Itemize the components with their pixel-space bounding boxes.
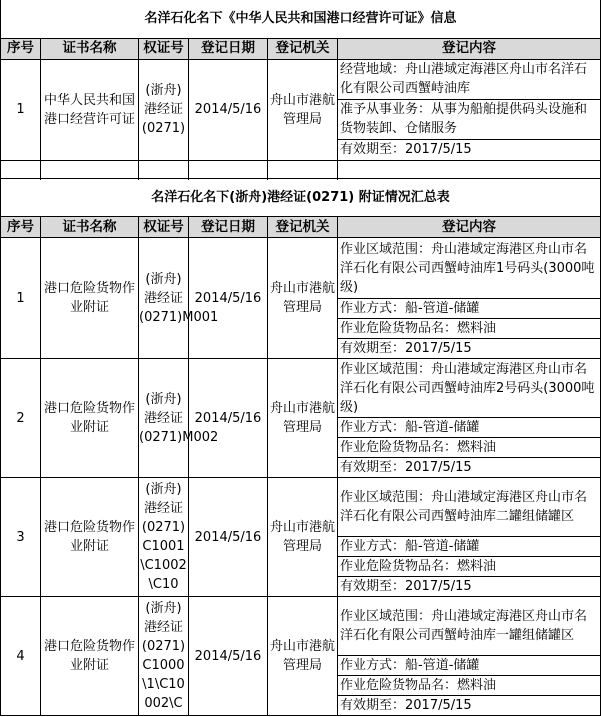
reg-date: 2014/5/16 xyxy=(189,59,268,160)
content-line: 作业区域范围：舟山港域定海港区舟山市名洋石化有限公司西蟹峙油库一罐组储罐区 xyxy=(338,597,601,656)
content-line: 有效期至：2017/5/15 xyxy=(338,139,601,160)
reg-authority: 舟山市港航管理局 xyxy=(268,59,338,160)
content-line: 作业区域范围：舟山港域定海港区舟山市名洋石化有限公司西蟹峙油库二罐组储罐区 xyxy=(338,478,601,537)
table-row xyxy=(1,597,601,656)
table-row xyxy=(1,238,601,299)
row-index: 1 xyxy=(1,59,41,160)
header-authority: 登记机关 xyxy=(268,38,338,59)
cert-name: 中华人民共和国港口经营许可证 xyxy=(41,59,139,160)
table-row xyxy=(1,359,601,418)
header-cert-name: 证书名称 xyxy=(41,217,139,238)
content-line: 作业方式：船-管道-储罐 xyxy=(338,418,601,438)
content-line: 作业危险货物品名：燃料油 xyxy=(338,676,601,696)
table-row xyxy=(1,59,601,99)
cert-no: (浙舟)港经证(0271)M001 xyxy=(139,238,189,359)
header-authority: 登记机关 xyxy=(268,217,338,238)
row-index: 2 xyxy=(1,359,41,478)
table2-header-row xyxy=(1,217,601,238)
content-line: 作业危险货物品名：燃料油 xyxy=(338,319,601,339)
cert-name: 港口危险货物作业附证 xyxy=(41,478,139,597)
table1-header-row xyxy=(1,38,601,59)
reg-authority: 舟山市港航管理局 xyxy=(268,478,338,597)
reg-authority: 舟山市港航管理局 xyxy=(268,597,338,716)
content-line: 有效期至：2017/5/15 xyxy=(338,696,601,716)
table-row xyxy=(1,478,601,537)
header-contents: 登记内容 xyxy=(338,217,601,238)
reg-date: 2014/5/16 xyxy=(189,478,268,597)
row-index: 1 xyxy=(1,238,41,359)
license-info-table xyxy=(0,0,601,180)
table1-title: 名洋石化名下《中华人民共和国港口经营许可证》信息 xyxy=(1,0,601,38)
content-line: 有效期至：2017/5/15 xyxy=(338,458,601,478)
header-cert-name: 证书名称 xyxy=(41,38,139,59)
header-date: 登记日期 xyxy=(189,38,268,59)
content-line: 作业区域范围：舟山港域定海港区舟山市名洋石化有限公司西蟹峙油库1号码头(3000吨级) xyxy=(338,238,601,299)
cert-no: (浙舟)港经证(0271) xyxy=(139,59,189,160)
content-line: 作业危险货物品名：燃料油 xyxy=(338,438,601,458)
header-index: 序号 xyxy=(1,217,41,238)
content-line: 作业方式：船-管道-储罐 xyxy=(338,656,601,676)
cert-no: (浙舟)港经证(0271)M002 xyxy=(139,359,189,478)
header-index: 序号 xyxy=(1,38,41,59)
attachment-summary-table xyxy=(0,178,601,716)
content-line: 准予从事业务：从事为船舶提供码头设施和货物装卸、仓储服务 xyxy=(338,99,601,139)
row-index: 3 xyxy=(1,478,41,597)
header-date: 登记日期 xyxy=(189,217,268,238)
cert-name: 港口危险货物作业附证 xyxy=(41,238,139,359)
reg-authority: 舟山市港航管理局 xyxy=(268,238,338,359)
content-line: 经营地域：舟山港域定海港区舟山市名洋石化有限公司西蟹峙油库 xyxy=(338,59,601,99)
header-cert-no: 权证号 xyxy=(139,217,189,238)
cert-no: (浙舟)港经证(0271)C1001\C1002\C10 xyxy=(139,478,189,597)
reg-date: 2014/5/16 xyxy=(189,359,268,478)
cert-no: (浙舟)港经证(0271)C1000\1\C10002\C xyxy=(139,597,189,716)
reg-authority: 舟山市港航管理局 xyxy=(268,359,338,478)
header-cert-no: 权证号 xyxy=(139,38,189,59)
content-line: 有效期至：2017/5/15 xyxy=(338,339,601,359)
cert-name: 港口危险货物作业附证 xyxy=(41,359,139,478)
content-line: 作业方式：船-管道-储罐 xyxy=(338,299,601,319)
content-line: 作业危险货物品名：燃料油 xyxy=(338,557,601,577)
cert-name: 港口危险货物作业附证 xyxy=(41,597,139,716)
header-contents: 登记内容 xyxy=(338,38,601,59)
content-line: 作业方式：船-管道-储罐 xyxy=(338,537,601,557)
table2-title: 名洋石化名下(浙舟)港经证(0271) 附证情况汇总表 xyxy=(1,179,601,217)
content-line: 有效期至：2017/5/15 xyxy=(338,577,601,597)
content-line: 作业区域范围：舟山港域定海港区舟山市名洋石化有限公司西蟹峙油库2号码头(3000吨级) xyxy=(338,359,601,418)
reg-date: 2014/5/16 xyxy=(189,238,268,359)
reg-date: 2014/5/16 xyxy=(189,597,268,716)
row-index: 4 xyxy=(1,597,41,716)
